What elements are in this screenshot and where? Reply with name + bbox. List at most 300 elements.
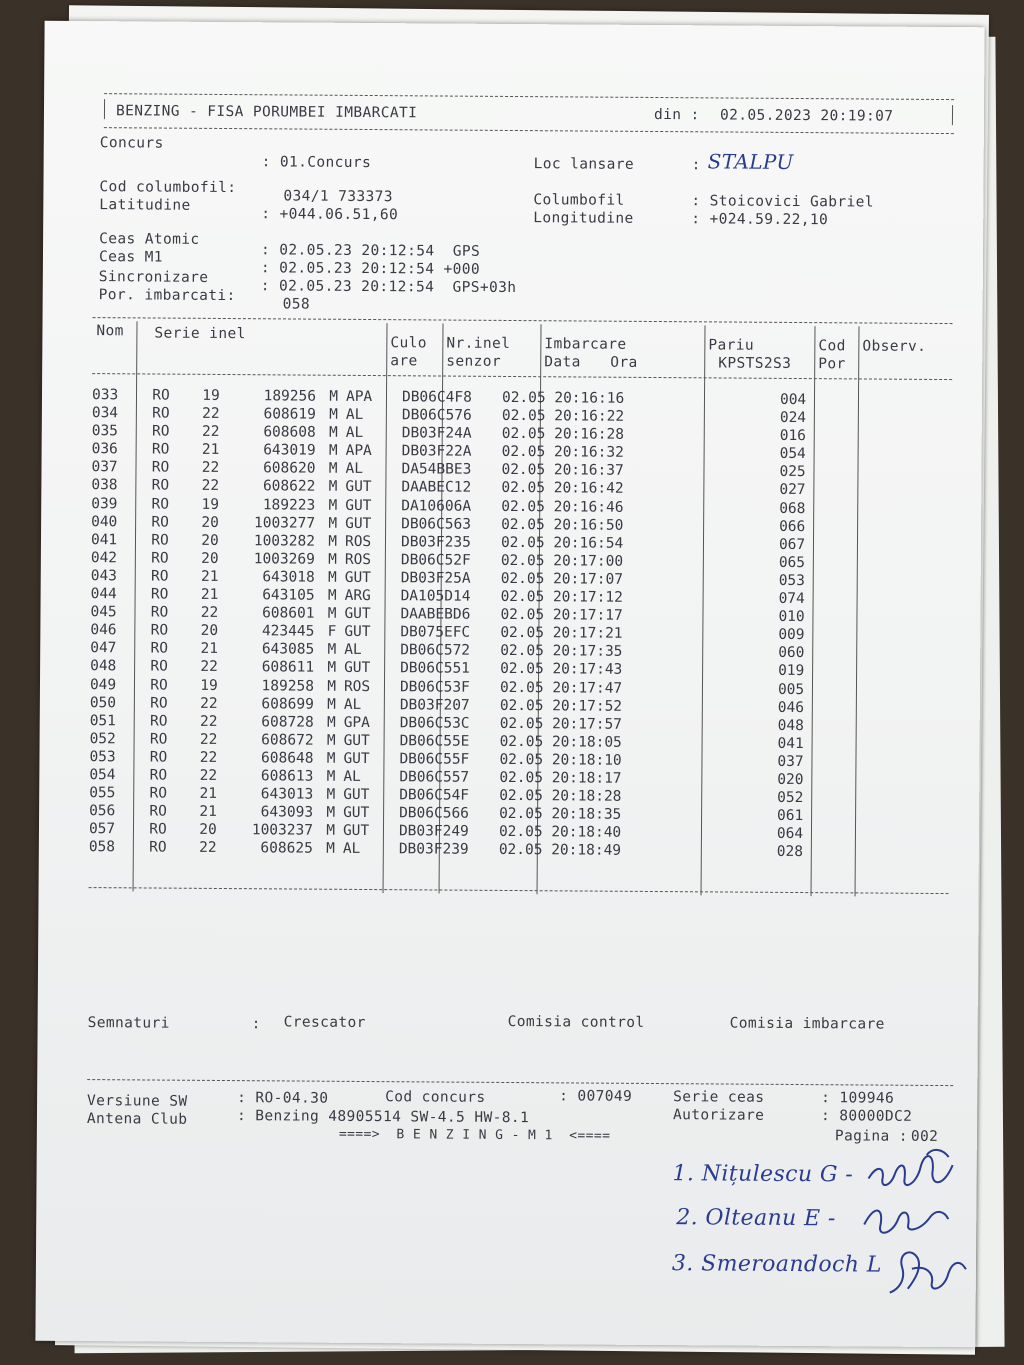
row-sensor: DB03F207 bbox=[399, 696, 470, 714]
sincronizare-label: Sincronizare bbox=[98, 269, 209, 286]
col-ora: Ora bbox=[610, 354, 638, 371]
row-ring-number: 643018 bbox=[262, 569, 315, 586]
row-sex: M bbox=[327, 660, 337, 677]
row-cod-por: 064 bbox=[776, 826, 804, 843]
header-top-rule bbox=[104, 93, 954, 100]
loc-lansare-label: Loc lansare bbox=[533, 156, 635, 173]
row-country: RO bbox=[149, 749, 168, 766]
row-cod-por: 005 bbox=[777, 681, 805, 698]
row-datetime: 02.05 20:16:37 bbox=[501, 462, 624, 480]
row-ring-number: 643105 bbox=[262, 587, 315, 604]
row-datetime: 02.05 20:17:43 bbox=[500, 661, 623, 679]
row-sensor: DB06C566 bbox=[399, 805, 469, 822]
row-year: 20 bbox=[199, 822, 217, 839]
row-country: RO bbox=[150, 622, 169, 639]
row-nom: 046 bbox=[90, 622, 117, 639]
print-datetime: 02.05.2023 20:19:07 bbox=[719, 107, 894, 125]
row-sensor: DB03F25A bbox=[400, 570, 471, 587]
row-pariu bbox=[664, 607, 772, 626]
row-pariu bbox=[666, 426, 774, 445]
row-ring-number: 608601 bbox=[262, 605, 315, 622]
serie-ceas-label: Serie ceas bbox=[673, 1089, 765, 1106]
row-ring-number: 643093 bbox=[260, 804, 314, 821]
row-nom: 040 bbox=[91, 513, 118, 530]
row-pariu bbox=[665, 481, 773, 500]
row-ring-number: 608608 bbox=[263, 424, 316, 441]
row-cod-por: 041 bbox=[777, 735, 804, 752]
ceas-m1-value: : 02.05.23 20:12:54 +000 bbox=[260, 260, 481, 278]
columbofil-value: : Stoicovici Gabriel bbox=[691, 193, 875, 211]
row-year: 22 bbox=[199, 767, 218, 784]
row-nom: 055 bbox=[89, 785, 116, 802]
row-cod-por: 016 bbox=[779, 428, 806, 445]
row-datetime: 02.05 20:18:49 bbox=[498, 842, 622, 860]
row-nom: 056 bbox=[89, 803, 116, 820]
page-title: BENZING - FISA PORUMBEI IMBARCATI bbox=[115, 103, 418, 122]
row-ring-number: 608699 bbox=[261, 695, 314, 713]
commission-member-3: 3. Smeroandoch L bbox=[671, 1251, 882, 1278]
row-sensor: DB06C52F bbox=[400, 552, 471, 569]
antena-value: : Benzing 48905514 SW-4.5 HW-8.1 bbox=[236, 1108, 530, 1127]
row-pariu bbox=[664, 643, 772, 662]
row-nom: 043 bbox=[90, 568, 118, 585]
row-country: RO bbox=[151, 550, 169, 567]
row-color: AL bbox=[342, 841, 361, 858]
row-ring-number: 189256 bbox=[263, 388, 317, 405]
row-sex: M bbox=[327, 642, 337, 659]
row-color: GUT bbox=[344, 624, 371, 641]
row-cod-por: 053 bbox=[778, 572, 805, 589]
row-cod-por: 028 bbox=[776, 844, 804, 861]
signature-1 bbox=[862, 1144, 966, 1201]
por-imbarcati-label: Por. imbarcati: bbox=[98, 287, 236, 305]
ceas-atomic-label: Ceas Atomic bbox=[99, 231, 200, 248]
row-sensor: DB03F22A bbox=[401, 443, 472, 461]
col-culo: Culo bbox=[390, 335, 427, 352]
row-sex: M bbox=[326, 732, 336, 749]
row-ring-number: 1003282 bbox=[253, 532, 316, 550]
row-color: GUT bbox=[342, 823, 370, 840]
row-year: 22 bbox=[201, 424, 220, 441]
row-year: 21 bbox=[199, 803, 217, 821]
row-nom: 051 bbox=[89, 712, 116, 729]
row-color: GUT bbox=[343, 786, 370, 804]
row-sex: M bbox=[327, 696, 336, 713]
row-nom: 041 bbox=[90, 531, 118, 549]
row-sensor: DB06C572 bbox=[400, 642, 471, 660]
row-country: RO bbox=[149, 803, 167, 820]
row-ring-number: 608619 bbox=[263, 406, 316, 423]
row-ring-number: 608611 bbox=[261, 659, 315, 677]
row-cod-por: 004 bbox=[779, 391, 807, 409]
row-cod-por: 019 bbox=[778, 663, 805, 680]
row-pariu bbox=[664, 661, 772, 680]
row-country: RO bbox=[150, 695, 168, 712]
row-year: 22 bbox=[201, 460, 220, 477]
row-ring-number: 608648 bbox=[261, 750, 314, 767]
table-top-rule bbox=[93, 317, 953, 324]
row-sensor: DB03F239 bbox=[398, 841, 469, 859]
row-year: 22 bbox=[199, 749, 218, 766]
row-datetime: 02.05 20:17:35 bbox=[500, 643, 623, 661]
row-color: AL bbox=[343, 768, 361, 785]
row-year: 21 bbox=[199, 785, 218, 803]
row-ring-number: 608613 bbox=[260, 768, 314, 785]
row-nom: 044 bbox=[90, 586, 117, 603]
row-year: 22 bbox=[200, 659, 218, 676]
din-label: din : bbox=[653, 106, 700, 124]
row-datetime: 02.05 20:16:54 bbox=[500, 534, 624, 552]
concurs-value: : 01.Concurs bbox=[261, 154, 372, 172]
row-color: GUT bbox=[344, 569, 371, 586]
row-country: RO bbox=[149, 767, 168, 784]
row-cod-por: 027 bbox=[779, 482, 806, 499]
serie-ceas-value: : 109946 bbox=[821, 1090, 895, 1107]
row-datetime: 02.05 20:16:28 bbox=[501, 426, 625, 443]
row-nom: 048 bbox=[90, 658, 117, 675]
row-sex: M bbox=[327, 605, 337, 622]
pagina-value: 002 bbox=[910, 1128, 939, 1146]
col-data: Data bbox=[544, 354, 581, 371]
row-sex: M bbox=[326, 804, 336, 821]
versiune-label: Versiune SW bbox=[87, 1093, 188, 1110]
row-sex: F bbox=[327, 623, 337, 641]
cod-concurs-value: : 007049 bbox=[559, 1088, 633, 1105]
row-nom: 053 bbox=[89, 748, 116, 766]
col-senzor: senzor bbox=[446, 353, 502, 370]
header-right-rule bbox=[952, 105, 953, 125]
row-ring-number: 608622 bbox=[262, 478, 316, 496]
columbofil-label: Columbofil bbox=[533, 192, 625, 209]
row-ring-number: 423445 bbox=[261, 623, 315, 640]
row-ring-number: 189258 bbox=[261, 677, 315, 695]
col-nom: Nom bbox=[96, 323, 124, 340]
semnaturi-label: Semnaturi bbox=[87, 1015, 170, 1032]
row-year: 20 bbox=[201, 514, 219, 531]
row-sex: M bbox=[327, 678, 337, 695]
row-country: RO bbox=[149, 713, 168, 730]
row-color: GUT bbox=[345, 515, 372, 532]
row-pariu bbox=[665, 553, 773, 572]
row-country: RO bbox=[149, 821, 167, 838]
row-year: 21 bbox=[200, 641, 219, 658]
row-country: RO bbox=[150, 658, 168, 676]
row-sex: M bbox=[329, 406, 338, 423]
row-sensor: DB06C54F bbox=[399, 787, 470, 804]
commission-member-1: 1. Nițulescu G - bbox=[672, 1161, 854, 1188]
table-header-rule bbox=[92, 373, 952, 380]
row-nom: 035 bbox=[91, 423, 119, 440]
row-color: ARG bbox=[344, 587, 371, 605]
row-datetime: 02.05 20:17:52 bbox=[499, 697, 623, 715]
ceas-atomic-value: : 02.05.23 20:12:54 GPS bbox=[260, 242, 481, 260]
row-pariu bbox=[666, 390, 774, 409]
row-country: RO bbox=[151, 459, 170, 476]
row-cod-por: 054 bbox=[779, 446, 806, 463]
cod-concurs-label: Cod concurs bbox=[385, 1089, 486, 1106]
row-color: ROS bbox=[344, 551, 372, 568]
row-color: APA bbox=[345, 443, 372, 460]
row-sex: M bbox=[326, 714, 336, 731]
row-year: 20 bbox=[201, 550, 219, 567]
row-sex: M bbox=[326, 841, 335, 858]
row-sensor: DB03F249 bbox=[398, 823, 469, 840]
row-cod-por: 024 bbox=[779, 409, 807, 427]
row-sensor: DB06C576 bbox=[401, 407, 472, 424]
row-pariu bbox=[663, 842, 771, 861]
row-datetime: 02.05 20:17:17 bbox=[500, 607, 623, 624]
row-cod-por: 046 bbox=[777, 699, 805, 716]
row-nom: 052 bbox=[89, 730, 116, 748]
row-sex: M bbox=[326, 750, 336, 767]
row-datetime: 02.05 20:16:50 bbox=[501, 516, 624, 534]
col-pariu: Pariu bbox=[708, 337, 755, 354]
row-sensor: DB06C53C bbox=[399, 714, 470, 732]
row-nom: 049 bbox=[89, 676, 117, 693]
row-sex: M bbox=[328, 497, 338, 514]
cod-columbofil-value: 034/1 733373 bbox=[283, 188, 394, 206]
row-sensor: DB075EFC bbox=[400, 624, 471, 641]
row-country: RO bbox=[150, 676, 168, 694]
concurs-label: Concurs bbox=[99, 135, 164, 152]
col-observ: Observ. bbox=[862, 338, 927, 355]
row-year: 20 bbox=[201, 532, 219, 549]
row-color: AL bbox=[345, 406, 364, 424]
row-cod-por: 020 bbox=[777, 771, 804, 789]
row-nom: 058 bbox=[88, 839, 116, 856]
row-sex: M bbox=[328, 424, 338, 441]
row-pariu bbox=[665, 517, 773, 536]
row-cod-por: 068 bbox=[779, 500, 806, 517]
row-country: RO bbox=[149, 785, 168, 802]
row-sex: M bbox=[327, 587, 337, 604]
por-imbarcati-value: 058 bbox=[282, 296, 311, 313]
row-nom: 054 bbox=[89, 767, 116, 784]
row-nom: 050 bbox=[89, 694, 117, 711]
row-sex: M bbox=[329, 388, 339, 405]
row-color: GUT bbox=[343, 750, 370, 767]
row-nom: 042 bbox=[90, 549, 118, 567]
row-nom: 033 bbox=[91, 387, 119, 404]
row-ring-number: 608672 bbox=[261, 732, 314, 749]
comisia-imbarcare-label: Comisia imbarcare bbox=[729, 1015, 885, 1033]
sincronizare-value: : 02.05.23 20:12:54 GPS+03h bbox=[260, 278, 517, 297]
row-year: 22 bbox=[200, 695, 218, 712]
row-cod-por: 060 bbox=[778, 645, 805, 662]
row-nom: 045 bbox=[90, 604, 117, 621]
crescator-label: Crescator bbox=[283, 1014, 366, 1032]
col-cod: Cod bbox=[818, 338, 846, 355]
row-datetime: 02.05 20:18:40 bbox=[498, 824, 622, 842]
latitudine-value: : +044.06.51,60 bbox=[261, 206, 399, 224]
row-datetime: 02.05 20:17:21 bbox=[500, 625, 623, 643]
row-year: 21 bbox=[200, 586, 219, 603]
table-row bbox=[89, 838, 823, 861]
benzing-banner: ====> B E N Z I N G - M 1 <==== bbox=[338, 1126, 611, 1144]
row-ring-number: 608625 bbox=[260, 840, 313, 857]
row-sensor: DA54BBE3 bbox=[401, 461, 472, 479]
signature-3 bbox=[882, 1239, 974, 1306]
comisia-control-label: Comisia control bbox=[507, 1013, 645, 1031]
row-nom: 039 bbox=[91, 495, 118, 512]
row-pariu bbox=[664, 698, 772, 717]
row-country: RO bbox=[152, 387, 170, 404]
row-sex: M bbox=[328, 461, 338, 478]
row-sensor: DB06C55F bbox=[399, 751, 470, 768]
row-ring-number: 189223 bbox=[262, 496, 316, 514]
row-year: 22 bbox=[199, 840, 217, 857]
row-datetime: 02.05 20:17:57 bbox=[499, 715, 622, 733]
row-color: GUT bbox=[344, 660, 371, 677]
semnaturi-colon: : bbox=[251, 1016, 261, 1033]
row-cod-por: 010 bbox=[778, 608, 805, 626]
row-nom: 047 bbox=[90, 640, 117, 657]
row-color: AL bbox=[345, 461, 364, 478]
row-sex: M bbox=[328, 551, 337, 568]
row-ring-number: 643085 bbox=[261, 641, 315, 658]
row-datetime: 02.05 20:18:05 bbox=[499, 733, 622, 751]
row-nom: 057 bbox=[88, 821, 116, 838]
row-datetime: 02.05 20:18:35 bbox=[499, 806, 622, 823]
row-year: 22 bbox=[199, 731, 218, 748]
row-color: GUT bbox=[345, 479, 372, 496]
cod-columbofil-label: Cod columbofil: bbox=[99, 179, 237, 197]
row-cod-por: 061 bbox=[777, 808, 804, 825]
row-sensor: DB06C563 bbox=[401, 515, 472, 533]
row-pariu bbox=[665, 535, 773, 554]
row-cod-por: 052 bbox=[777, 789, 804, 807]
row-cod-por: 009 bbox=[778, 627, 805, 644]
row-datetime: 02.05 20:16:16 bbox=[501, 389, 625, 407]
row-color: GUT bbox=[343, 732, 370, 749]
row-country: RO bbox=[150, 568, 169, 585]
row-pariu bbox=[664, 734, 772, 753]
latitudine-label: Latitudine bbox=[99, 197, 191, 214]
row-pariu bbox=[664, 625, 772, 644]
signature-2 bbox=[858, 1196, 958, 1241]
row-country: RO bbox=[149, 731, 168, 748]
row-nom: 036 bbox=[91, 441, 118, 458]
col-nr-inel: Nr.inel bbox=[446, 335, 511, 352]
row-country: RO bbox=[151, 514, 169, 531]
row-country: RO bbox=[151, 477, 170, 495]
row-datetime: 02.05 20:16:46 bbox=[501, 498, 624, 516]
row-pariu bbox=[663, 752, 771, 771]
row-country: RO bbox=[151, 423, 170, 440]
row-color: ROS bbox=[344, 533, 372, 550]
row-country: RO bbox=[151, 496, 170, 513]
row-pariu bbox=[664, 716, 772, 735]
row-pariu bbox=[665, 462, 773, 481]
pagina-label: Pagina : bbox=[834, 1128, 908, 1145]
table-bottom-rule bbox=[89, 887, 949, 894]
row-pariu bbox=[665, 589, 773, 608]
row-year: 21 bbox=[200, 568, 219, 585]
row-nom: 038 bbox=[91, 477, 118, 494]
row-country: RO bbox=[150, 640, 169, 657]
row-country: RO bbox=[152, 405, 170, 422]
row-year: 19 bbox=[201, 496, 220, 513]
row-pariu bbox=[664, 680, 772, 699]
autorizare-label: Autorizare bbox=[672, 1107, 765, 1124]
column-rule bbox=[855, 326, 860, 896]
row-datetime: 02.05 20:17:47 bbox=[499, 679, 623, 697]
row-sex: M bbox=[328, 479, 338, 496]
row-pariu bbox=[663, 824, 771, 843]
row-sex: M bbox=[326, 822, 336, 840]
col-serie-inel: Serie inel bbox=[154, 325, 246, 343]
row-pariu bbox=[666, 408, 774, 427]
row-datetime: 02.05 20:18:10 bbox=[499, 751, 622, 769]
row-nom: 037 bbox=[91, 459, 118, 476]
row-color: AL bbox=[345, 425, 364, 442]
row-ring-number: 608728 bbox=[261, 713, 314, 731]
row-year: 19 bbox=[202, 387, 220, 404]
row-sensor: DB06C55E bbox=[399, 733, 470, 750]
ceas-m1-label: Ceas M1 bbox=[98, 249, 163, 266]
row-sensor: DA105D14 bbox=[400, 588, 471, 605]
row-sex: M bbox=[328, 515, 338, 532]
row-color: GUT bbox=[345, 497, 372, 514]
row-sex: M bbox=[326, 768, 336, 785]
autorizare-value: : 80000DC2 bbox=[820, 1108, 913, 1125]
row-datetime: 02.05 20:17:00 bbox=[500, 552, 624, 570]
row-ring-number: 643019 bbox=[263, 442, 316, 459]
col-imbarcare: Imbarcare bbox=[544, 336, 627, 353]
row-country: RO bbox=[150, 604, 169, 621]
row-pariu bbox=[663, 770, 771, 789]
row-year: 20 bbox=[200, 623, 219, 640]
row-sex: M bbox=[327, 569, 337, 586]
row-year: 22 bbox=[199, 713, 218, 730]
row-cod-por: 067 bbox=[778, 536, 806, 553]
row-pariu bbox=[663, 788, 771, 807]
row-color: GUT bbox=[343, 804, 370, 822]
pigeon-table bbox=[89, 386, 826, 862]
row-ring-number: 1003237 bbox=[251, 822, 314, 839]
row-sensor: DB03F235 bbox=[400, 533, 471, 551]
longitudine-value: : +024.59.22,10 bbox=[691, 211, 829, 229]
row-ring-number: 608620 bbox=[263, 460, 316, 478]
row-sex: M bbox=[328, 533, 338, 550]
row-cod-por: 066 bbox=[779, 518, 806, 535]
row-cod-por: 025 bbox=[779, 464, 806, 481]
row-sensor: DB06C551 bbox=[400, 660, 471, 678]
header-left-rule bbox=[104, 99, 105, 119]
row-cod-por: 048 bbox=[777, 717, 804, 734]
row-color: APA bbox=[345, 388, 373, 406]
row-pariu bbox=[665, 571, 773, 590]
row-year: 21 bbox=[201, 442, 220, 459]
col-kpsts: KPSTS2S3 bbox=[718, 355, 792, 372]
row-pariu bbox=[665, 499, 773, 518]
longitudine-label: Longitudine bbox=[533, 210, 634, 227]
col-por: Por bbox=[818, 356, 846, 373]
row-sex: M bbox=[328, 443, 338, 460]
row-sensor: DB06C4F8 bbox=[401, 389, 472, 406]
row-ring-number: 1003269 bbox=[253, 551, 315, 568]
row-datetime: 02.05 20:18:28 bbox=[499, 787, 622, 805]
header-bottom-rule bbox=[104, 127, 954, 134]
row-datetime: 02.05 20:16:32 bbox=[501, 444, 624, 462]
row-sensor: DB06C53F bbox=[399, 678, 470, 696]
row-sensor: DB06C557 bbox=[399, 769, 470, 786]
row-sensor: DA10606A bbox=[401, 497, 472, 515]
row-datetime: 02.05 20:16:22 bbox=[501, 408, 625, 425]
commission-member-2: 2. Olteanu E - bbox=[676, 1205, 836, 1232]
row-cod-por: 065 bbox=[778, 554, 806, 571]
row-nom: 034 bbox=[91, 405, 119, 422]
